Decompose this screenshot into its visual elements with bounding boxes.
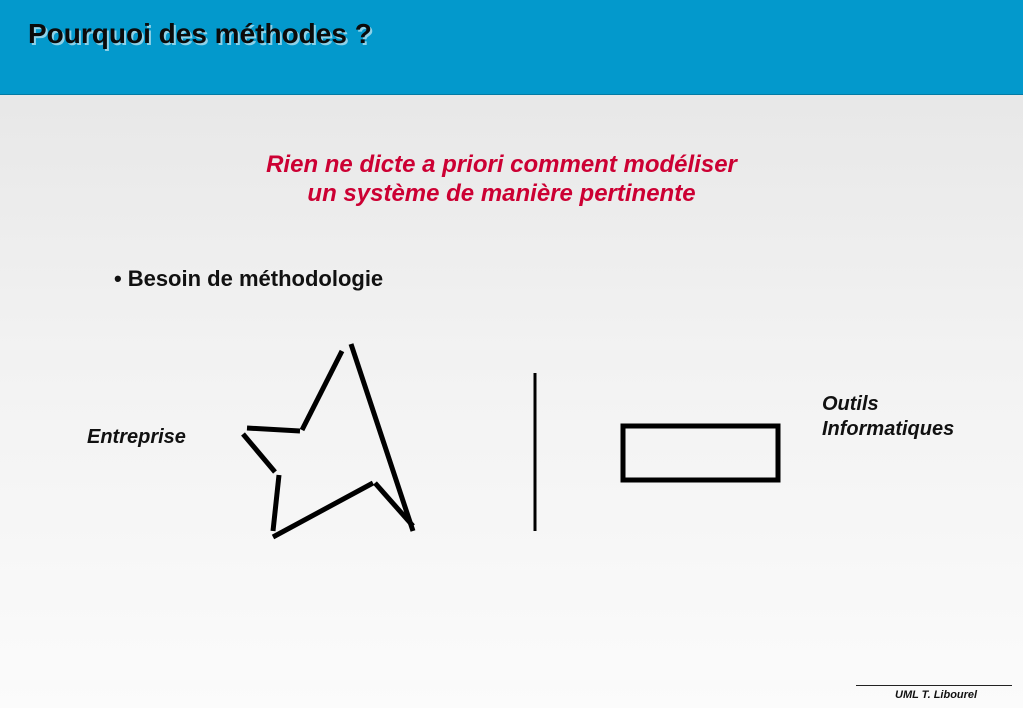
entreprise-label: Entreprise — [87, 426, 186, 448]
shape-segment — [247, 428, 300, 431]
subtitle-line-1: Rien ne dicte a priori comment modéliser — [266, 151, 737, 178]
outils-label-line-2: Informatiques — [822, 418, 955, 440]
shape-segment — [273, 475, 279, 531]
bullet-text: Besoin de méthodologie — [127, 266, 384, 291]
shape-segment — [273, 483, 373, 537]
outils-label-line-1: Outils — [822, 393, 879, 415]
bullet-dot-icon: • — [114, 266, 122, 291]
rectangle-shape-icon — [623, 426, 778, 480]
shape-segment — [375, 483, 413, 526]
shape-segment — [243, 434, 275, 472]
page-title: Pourquoi des méthodes ? — [28, 18, 372, 49]
footer-credit: UML T. Libourel — [895, 689, 978, 701]
shape-segment — [351, 344, 413, 531]
footer-divider — [856, 685, 1012, 686]
subtitle-line-2: un système de manière pertinente — [307, 180, 696, 207]
irregular-shape-icon — [243, 344, 413, 537]
shape-segment — [302, 351, 342, 430]
